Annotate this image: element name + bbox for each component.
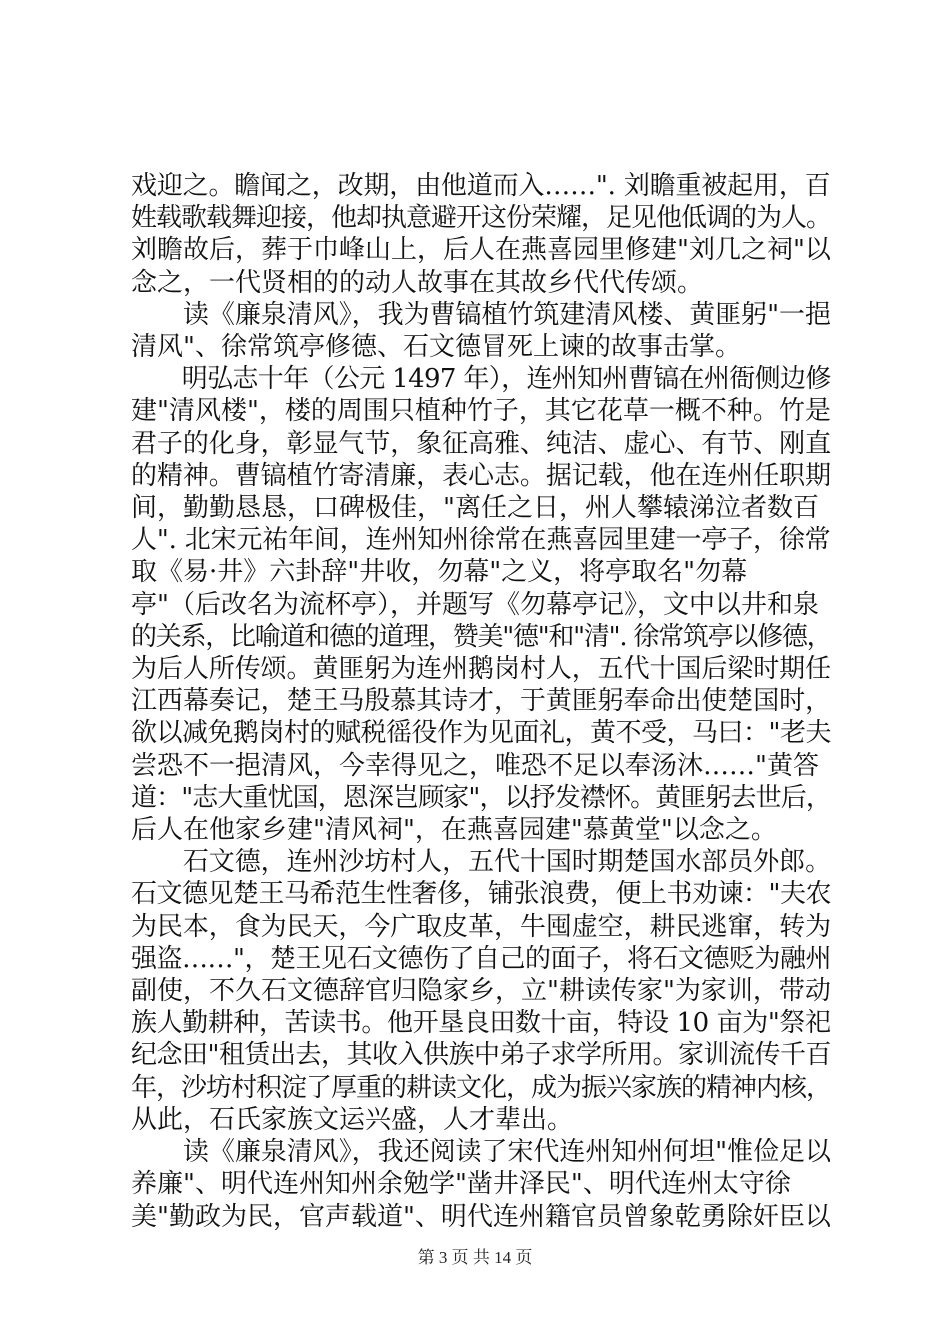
text-line: 从此，石氏家族文运兴盛，人才辈出。 <box>131 1104 574 1135</box>
text-line: 养廉"、明代连州知州余勉学"凿井泽民"、明代连州太守徐 <box>131 1169 791 1200</box>
paragraph <box>131 846 831 1136</box>
text-line: 后人在他家乡建"清风祠"，在燕喜园建"慕黄堂"以念之。 <box>131 815 777 846</box>
text-line: 为后人所传颂。黄匪躬为连州鹅岗村人，五代十国后梁时期任 <box>131 654 832 685</box>
paragraph <box>131 363 831 846</box>
text-line: 建"清风楼"，楼的周围只植种竹子，其它花草一概不种。竹是 <box>131 396 831 427</box>
text-line: 取《易·井》六卦辞"井收，勿幕"之义，将亭取名"勿幕 <box>131 557 748 588</box>
paragraph <box>131 170 831 299</box>
document-body <box>131 170 831 1233</box>
text-line: 刘瞻故后，葬于巾峰山上，后人在燕喜园里修建"刘几之祠"以 <box>131 235 831 266</box>
text-line: 人". 北宋元祐年间，连州知州徐常在燕喜园里建一亭子，徐常 <box>131 525 831 556</box>
text-line: 欲以减免鹅岗村的赋税徭役作为见面礼，黄不受，马曰："老夫 <box>131 718 831 749</box>
text-line: 强盗……"，楚王见石文德伤了自己的面子，将石文德贬为融州 <box>131 943 831 974</box>
page-footer: 第 3 页 共 14 页 <box>417 1248 533 1267</box>
text-line: 读《廉泉清风》，我为曹镐植竹筑建清风楼、黄匪躬"一挹 <box>131 299 831 330</box>
text-line: 清风"、徐常筑亭修德、石文德冒死上谏的故事击掌。 <box>131 332 741 363</box>
text-line: 副使，不久石文德辞官归隐家乡，立"耕读传家"为家训，带动 <box>131 976 831 1007</box>
paragraph <box>131 1136 831 1233</box>
text-line: 念之，一代贤相的的动人故事在其故乡代代传颂。 <box>131 267 704 298</box>
text-line: 戏迎之。瞻闻之，改期，由他道而入……". 刘瞻重被起用，百 <box>131 171 831 201</box>
text-line: 间，勤勤恳恳，口碑极佳，"离任之日，州人攀辕涕泣者数百 <box>131 493 819 524</box>
text-line: 纪念田"租赁出去，其收入供族中弟子求学所用。家训流传千百 <box>131 1040 831 1071</box>
text-line: 道："志大重忧国，恩深岂顾家"，以抒发襟怀。黄匪躬去世后， <box>131 782 831 813</box>
paragraph <box>131 299 831 363</box>
text-line: 为民本，食为民天，今广取皮革，牛囤虚空，耕民逃窜，转为 <box>131 911 832 942</box>
text-line: 族人勤耕种，苦读书。他开垦良田数十亩，特设 10 亩为"祭祀 <box>131 1008 831 1039</box>
text-line: 君子的化身，彰显气节，象征高雅、纯洁、虚心、有节、刚直 <box>131 428 832 459</box>
text-line: 江西幕奏记，楚王马殷慕其诗才，于黄匪躬奉命出使楚国时， <box>131 686 832 717</box>
text-line: 的精神。曹镐植竹寄清廉，表心志。据记载，他在连州任职期 <box>131 460 832 491</box>
text-line: 石文德见楚王马希范生性奢侈，铺张浪费，便上书劝谏："夫农 <box>131 879 831 910</box>
text-line: 的关系，比喻道和德的道理，赞美"德"和"清". 徐常筑亭以修德， <box>131 621 832 652</box>
text-line: 明弘志十年（公元 1497 年），连州知州曹镐在州衙侧边修 <box>131 364 831 395</box>
text-line: 尝恐不一挹清风，今幸得见之，唯恐不足以奉汤沐……"黄答 <box>131 750 819 781</box>
text-line: 年，沙坊村积淀了厚重的耕读文化，成为振兴家族的精神内核， <box>131 1072 832 1103</box>
text-line: 美"勤政为民，官声载道"、明代连州籍官员曾象乾勇除奸臣以 <box>131 1201 831 1232</box>
text-line: 亭"（后改名为流杯亭），并题写《勿幕亭记》，文中以井和泉 <box>131 589 819 620</box>
text-line: 姓载歌载舞迎接，他却执意避开这份荣耀，足见他低调的为人。 <box>131 203 832 234</box>
text-line: 石文德，连州沙坊村人，五代十国时期楚国水部员外郎。 <box>131 847 832 878</box>
text-line: 读《廉泉清风》，我还阅读了宋代连州知州何坦"惟俭足以 <box>131 1137 831 1168</box>
